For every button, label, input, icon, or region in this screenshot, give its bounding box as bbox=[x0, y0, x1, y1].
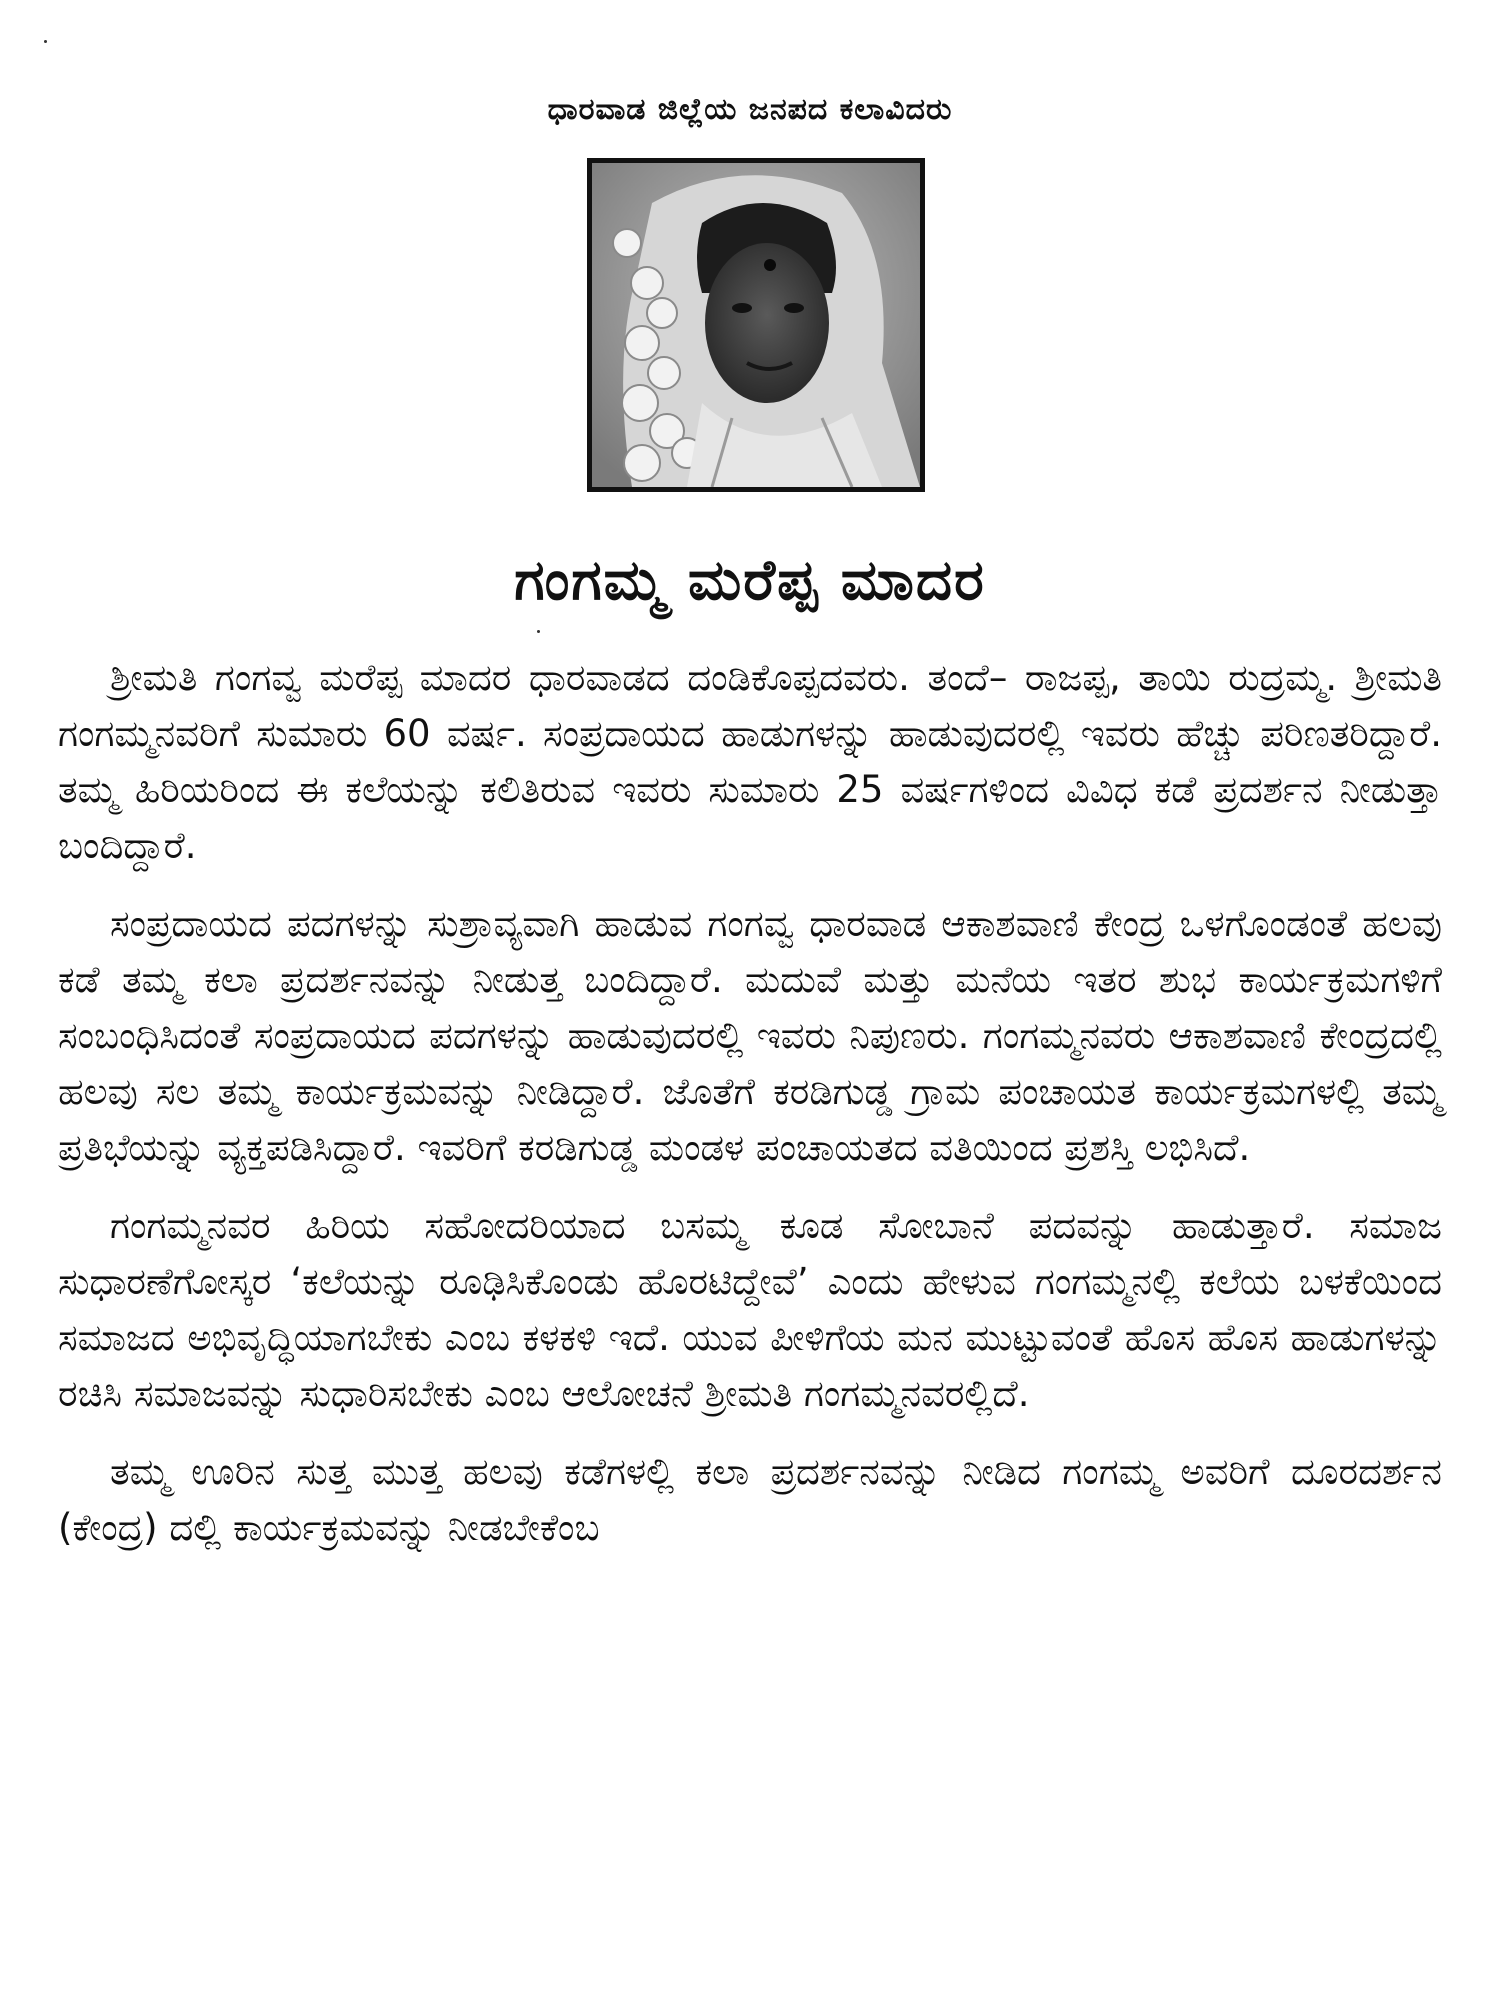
print-speck bbox=[537, 630, 540, 633]
article-body bbox=[58, 650, 1442, 1578]
print-speck bbox=[44, 40, 47, 43]
paragraph-3: ಗಂಗಮ್ಮನವರ ಹಿರಿಯ ಸಹೋದರಿಯಾದ ಬಸಮ್ಮ ಕೂಡ ಸೋಬಾನೆ ಪದವನ್ನು ಹಾಡುತ್ತಾರೆ. ಸಮಾಜ ಸುಧಾರಣೆಗೋಸ್ಕರ ‘ಕಲೆಯನ್ನು ರೂಢಿಸಿಕೊಂಡು ಹೊರಟಿದ್ದೇವೆ’ ಎಂದು ಹೇಳುವ ಗಂಗಮ್ಮನಲ್ಲಿ ಕಲೆಯ ಬಳಕೆಯಿಂದ ಸಮಾಜದ ಅಭಿವೃದ್ಧಿಯಾಗಬೇಕು ಎಂಬ ಕಳಕಳಿ ಇದೆ. ಯುವ ಪೀಳಿಗೆಯ ಮನ ಮುಟ್ಟುವಂತೆ ಹೊಸ ಹೊಸ ಹಾಡುಗಳನ್ನು ರಚಿಸಿ ಸಮಾಜವನ್ನು ಸುಧಾರಿಸಬೇಕು ಎಂಬ ಆಲೋಚನೆ ಶ್ರೀಮತಿ ಗಂಗಮ್ಮನವರಲ್ಲಿದೆ. bbox=[58, 1204, 1442, 1415]
portrait-photo-icon bbox=[592, 163, 920, 487]
page-header: ಧಾರವಾಡ ಜಿಲ್ಲೆಯ ಜನಪದ ಕಲಾವಿದರು bbox=[547, 92, 953, 127]
portrait-photo bbox=[587, 158, 925, 492]
paragraph-4: ತಮ್ಮ ಊರಿನ ಸುತ್ತ ಮುತ್ತ ಹಲವು ಕಡೆಗಳಲ್ಲಿ ಕಲಾ ಪ್ರದರ್ಶನವನ್ನು ನೀಡಿದ ಗಂಗಮ್ಮ ಅವರಿಗೆ ದೂರದರ್ಶನ (ಕೇಂದ್ರ) ದಲ್ಲಿ ಕಾರ್ಯಕ್ರಮವನ್ನು ನೀಡಬೇಕೆಂಬ bbox=[58, 1450, 1442, 1549]
paragraph-2: ಸಂಪ್ರದಾಯದ ಪದಗಳನ್ನು ಸುಶ್ರಾವ್ಯವಾಗಿ ಹಾಡುವ ಗಂಗವ್ವ ಧಾರವಾಡ ಆಕಾಶವಾಣಿ ಕೇಂದ್ರ ಒಳಗೊಂಡಂತೆ ಹಲವು ಕಡೆ ತಮ್ಮ ಕಲಾ ಪ್ರದರ್ಶನವನ್ನು ನೀಡುತ್ತ ಬಂದಿದ್ದಾರೆ. ಮದುವೆ ಮತ್ತು ಮನೆಯ ಇತರ ಶುಭ ಕಾರ್ಯಕ್ರಮಗಳಿಗೆ ಸಂಬಂಧಿಸಿದಂತೆ ಸಂಪ್ರದಾಯದ ಪದಗಳನ್ನು ಹಾಡುವುದರಲ್ಲಿ ಇವರು ನಿಪುಣರು. ಗಂಗಮ್ಮನವರು ಆಕಾಶವಾಣಿ ಕೇಂದ್ರದಲ್ಲಿ ಹಲವು ಸಲ ತಮ್ಮ ಕಾರ್ಯಕ್ರಮವನ್ನು ನೀಡಿದ್ದಾರೆ. ಜೊತೆಗೆ ಕರಡಿಗುಡ್ಡ ಗ್ರಾಮ ಪಂಚಾಯತ ಕಾರ್ಯಕ್ರಮಗಳಲ್ಲಿ ತಮ್ಮ ಪ್ರತಿಭೆಯನ್ನು ವ್ಯಕ್ತಪಡಿಸಿದ್ದಾರೆ. ಇವರಿಗೆ ಕರಡಿಗುಡ್ಡ ಮಂಡಳ ಪಂಚಾಯತದ ವತಿಯಿಂದ ಪ್ರಶಸ್ತಿ ಲಭಿಸಿದೆ. bbox=[58, 902, 1442, 1169]
paragraph-1: ಶ್ರೀಮತಿ ಗಂಗವ್ವ ಮರೆಪ್ಪ ಮಾದರ ಧಾರವಾಡದ ದಂಡಿಕೊಪ್ಪದವರು. ತಂದೆ– ರಾಜಪ್ಪ, ತಾಯಿ ರುದ್ರಮ್ಮ. ಶ್ರೀಮತಿ ಗಂಗಮ್ಮನವರಿಗೆ ಸುಮಾರು 60 ವರ್ಷ. ಸಂಪ್ರದಾಯದ ಹಾಡುಗಳನ್ನು ಹಾಡುವುದರಲ್ಲಿ ಇವರು ಹೆಚ್ಚು ಪರಿಣತರಿದ್ದಾರೆ. ತಮ್ಮ ಹಿರಿಯರಿಂದ ಈ ಕಲೆಯನ್ನು ಕಲಿತಿರುವ ಇವರು ಸುಮಾರು 25 ವರ್ಷಗಳಿಂದ ವಿವಿಧ ಕಡೆ ಪ್ರದರ್ಶನ ನೀಡುತ್ತಾ ಬಂದಿದ್ದಾರೆ. bbox=[58, 656, 1442, 867]
article-title: ಗಂಗಮ್ಮ ಮರೆಪ್ಪ ಮಾದರ bbox=[514, 548, 986, 613]
